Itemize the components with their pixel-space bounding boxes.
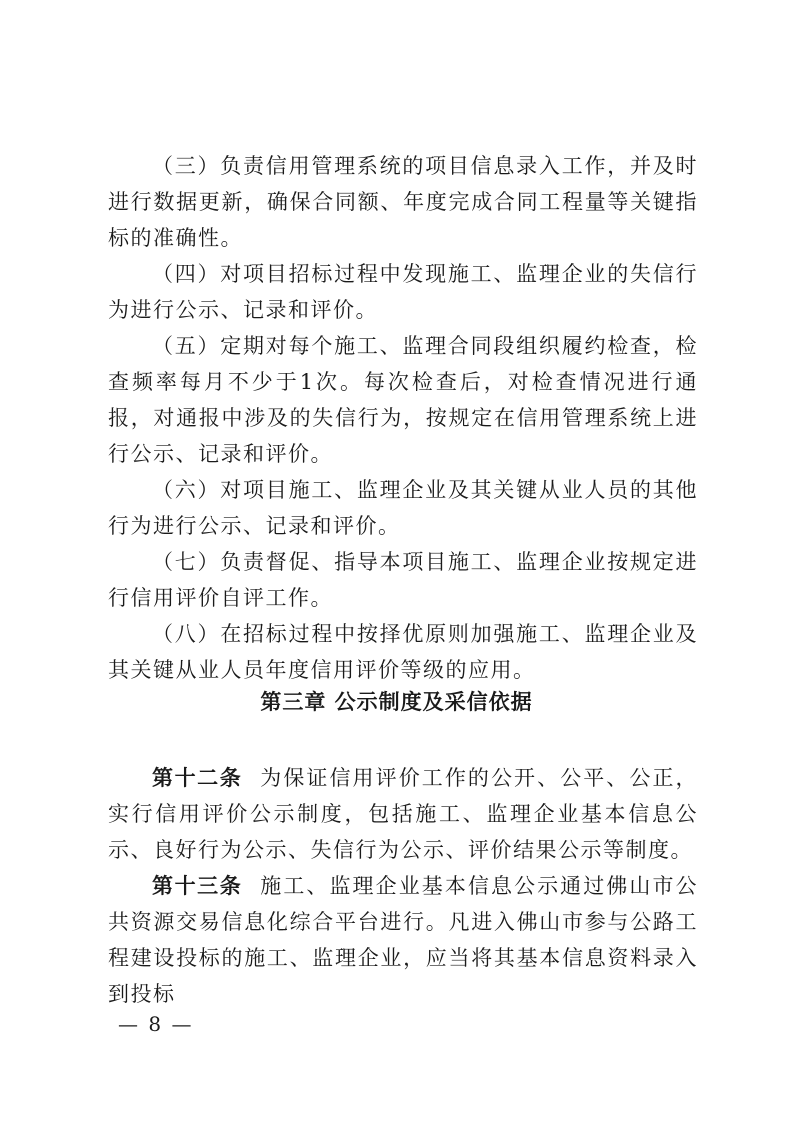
article-text: 为保证信用评价工作的公开、公平、公正，实行信用评价公示制度，包括施工、监理企业基本信息公示、良好行为公示、失信行为公示、评价结果公示等制度。 <box>108 766 699 862</box>
article-label: 第十三条 <box>152 874 243 898</box>
duty-item-8: （八）在招标过程中按择优原则加强施工、监理企业及其关键从业人员年度信用评价等级的应用。 <box>108 622 698 682</box>
article-12 <box>108 760 698 868</box>
duty-item-7: （七）负责督促、指导本项目施工、监理企业按规定进行信用评价自评工作。 <box>108 550 698 610</box>
article-13 <box>108 868 698 1012</box>
articles-list <box>108 760 698 1012</box>
duty-item-3: （三）负责信用管理系统的项目信息录入工作，并及时进行数据更新，确保合同额、年度完成合同工程量等关键指标的准确性。 <box>108 154 698 250</box>
article-text: 施工、监理企业基本信息公示通过佛山市公共资源交易信息化综合平台进行。凡进入佛山市参与公路工程建设投标的施工、监理企业，应当将其基本信息资料录入到投标 <box>108 874 699 1006</box>
duty-item-6: （六）对项目施工、监理企业及其关键从业人员的其他行为进行公示、记录和评价。 <box>108 478 698 538</box>
article-label: 第十二条 <box>152 766 243 790</box>
duty-item-4: （四）对项目招标过程中发现施工、监理企业的失信行为进行公示、记录和评价。 <box>108 262 698 322</box>
duties-list <box>108 148 698 688</box>
duty-item-5: （五）定期对每个施工、监理合同段组织履约检查，检查频率每月不少于1次。每次检查后，对检查情况进行通报，对通报中涉及的失信行为，按规定在信用管理系统上进行公示、记录和评价。 <box>108 334 698 466</box>
page-number: — 8 — <box>118 1012 194 1036</box>
chapter-title: 第三章 公示制度及采信依据 <box>260 690 533 714</box>
